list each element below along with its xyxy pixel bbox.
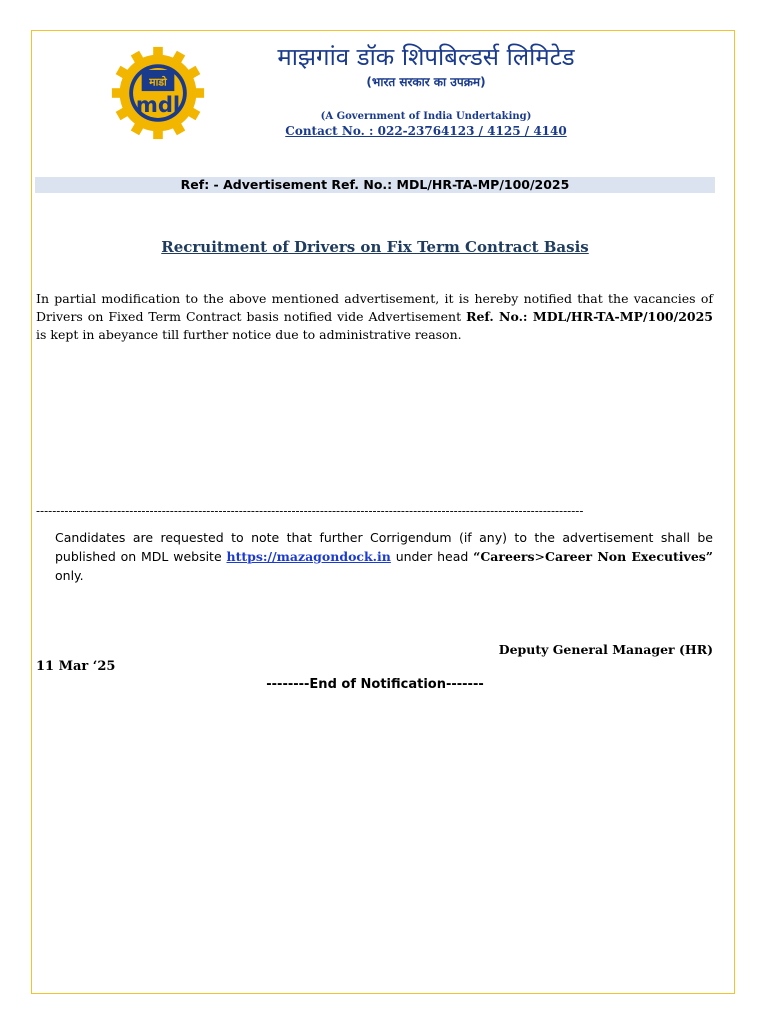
notice-body — [36, 290, 713, 344]
contact-numbers: Contact No. : 022-23764123 / 4125 / 4140 — [285, 124, 567, 138]
notice-title: Recruitment of Drivers on Fix Term Contract Basis — [161, 238, 589, 256]
company-subtitle-hindi: (भारत सरकार का उपक्रम) — [366, 75, 486, 89]
note-text-2: under head — [390, 549, 474, 564]
company-name-hindi: माझगांव डॉक शिपबिल्डर्स लिमिटेड — [277, 43, 575, 71]
notice-date: 11 Mar ‘25 — [36, 659, 116, 674]
mdl-logo — [110, 45, 206, 141]
end-of-notification: --------End of Notification------- — [266, 677, 484, 692]
signatory: Deputy General Manager (HR) — [498, 642, 713, 657]
body-ref-number: Ref. No.: MDL/HR-TA-MP/100/2025 — [466, 309, 713, 324]
body-text-2: is kept in abeyance till further notice due to administrative reason. — [36, 327, 462, 342]
divider: --------------------------------------------------------------------------------------------------------------------------------------- — [36, 504, 584, 518]
body-text-1: In partial modification to the above mentioned advertisement, it is hereby notified that the vacancies of Drivers on Fixed Term Contract basis notified vide Advertisement — [36, 291, 713, 324]
note-careers: “Careers — [473, 549, 535, 564]
logo-text: mdl — [135, 92, 181, 118]
candidate-note — [55, 528, 713, 585]
note-career-non-exec: Career Non Executives” — [545, 549, 713, 564]
note-text-3: only. — [55, 568, 84, 583]
reference-line: Ref: - Advertisement Ref. No.: MDL/HR-TA-MP/100/2025 — [35, 177, 715, 193]
company-subtitle-english: (A Government of India Undertaking) — [320, 111, 532, 122]
website-link[interactable]: https://mazagondock.in — [226, 549, 391, 564]
logo-hindi-text: माडो — [149, 76, 167, 89]
note-separator: > — [534, 549, 546, 564]
note-text-1: Candidates are requested to note that further Corrigendum (if any) to the advertisement shall be published on MDL website — [55, 530, 713, 564]
